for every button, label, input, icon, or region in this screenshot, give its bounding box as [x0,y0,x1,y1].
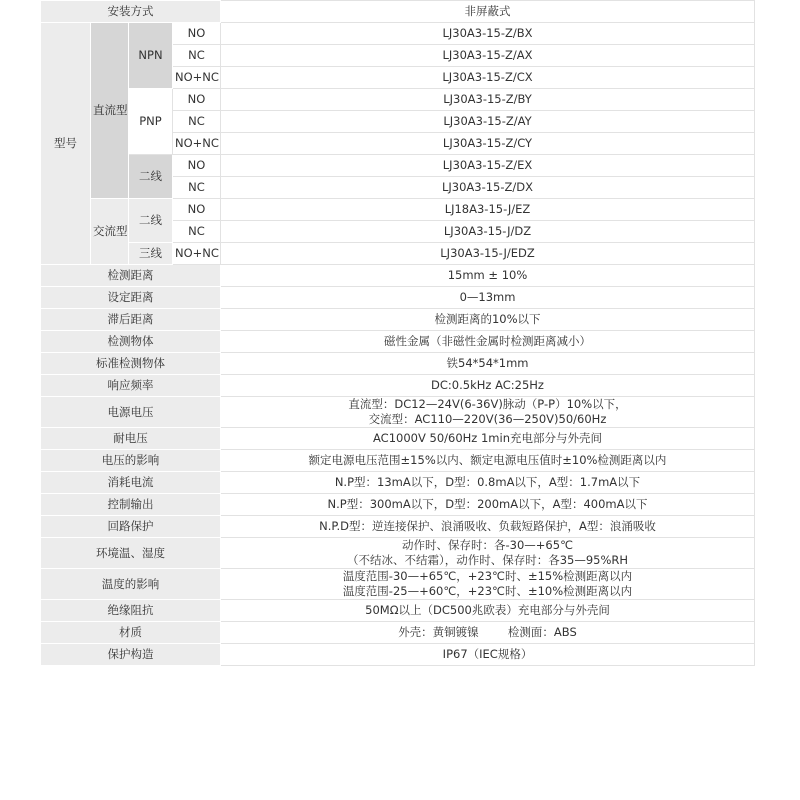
table-row [41,265,755,287]
ac-three-wire-label: 三线 [129,243,173,265]
table-row [41,516,755,538]
model-code: LJ30A3-15-Z/BX [221,23,755,45]
spec-value: IP67（IEC规格） [221,644,755,666]
spec-table [40,0,754,666]
output-type: NO [173,199,221,221]
table-row [41,494,755,516]
spec-value: 铁54*54*1mm [221,353,755,375]
spec-label: 环境温、湿度 [41,538,221,569]
output-type: NO [173,89,221,111]
output-type: NO [173,155,221,177]
spec-label: 材质 [41,622,221,644]
output-type: NC [173,111,221,133]
table-row [41,472,755,494]
spec-label: 保护构造 [41,644,221,666]
spec-label: 耐电压 [41,428,221,450]
model-code: LJ30A3-15-Z/AX [221,45,755,67]
model-code: LJ30A3-15-Z/CX [221,67,755,89]
model-code: LJ30A3-15-Z/AY [221,111,755,133]
spec-value-line: 动作时、保存时：各-30—+65℃ [402,538,573,552]
npn-label: NPN [129,23,173,89]
output-type: NO+NC [173,133,221,155]
spec-label: 温度的影响 [41,569,221,600]
spec-value: 磁性金属（非磁性金属时检测距离减小） [221,331,755,353]
table-row [41,23,755,45]
spec-label: 检测物体 [41,331,221,353]
mounting-value: 非屏蔽式 [221,1,755,23]
spec-value: N.P型：13mA以下，D型：0.8mA以下，A型：1.7mA以下 [221,472,755,494]
model-code: LJ30A3-15-Z/EX [221,155,755,177]
pnp-label: PNP [129,89,173,155]
output-type: NC [173,177,221,199]
table-row [41,1,755,23]
model-code: LJ30A3-15-Z/BY [221,89,755,111]
spec-label: 电源电压 [41,397,221,428]
spec-value: N.P.D型：逆连接保护、浪涌吸收、负载短路保护，A型：浪涌吸收 [221,516,755,538]
spec-value-line: 温度范围-30—+65℃，+23℃时、±15%检测距离以内 [342,569,633,583]
output-type: NC [173,45,221,67]
table-row [41,309,755,331]
table-row [41,428,755,450]
spec-value: AC1000V 50/60Hz 1min充电部分与外壳间 [221,428,755,450]
model-code: LJ30A3-15-J/EDZ [221,243,755,265]
spec-label: 响应频率 [41,375,221,397]
table-row [41,375,755,397]
spec-value: 15mm ± 10% [221,265,755,287]
table-row [41,397,755,428]
table-row [41,199,755,221]
spec-table-grid [40,0,755,666]
table-row [41,569,755,600]
spec-value-line: 温度范围-25—+60℃，+23℃时、±10%检测距离以内 [342,584,633,598]
spec-label: 检测距离 [41,265,221,287]
model-code: LJ30A3-15-Z/CY [221,133,755,155]
spec-label: 消耗电流 [41,472,221,494]
model-code: LJ30A3-15-J/DZ [221,221,755,243]
table-row [41,600,755,622]
spec-value: 额定电源电压范围±15%以内、额定电源电压值时±10%检测距离以内 [221,450,755,472]
spec-value-line: （不结冰、不结霜），动作时、保存时：各35—95%RH [346,553,629,567]
model-code: LJ18A3-15-J/EZ [221,199,755,221]
spec-label: 滞后距离 [41,309,221,331]
spec-value: 外壳：黄铜镀镍 检测面：ABS [221,622,755,644]
spec-value [221,569,755,600]
table-row [41,353,755,375]
output-type: NO+NC [173,243,221,265]
spec-value: 50MΩ以上（DC500兆欧表）充电部分与外壳间 [221,600,755,622]
table-row [41,243,755,265]
table-row [41,538,755,569]
output-type: NO+NC [173,67,221,89]
dc-two-wire-label: 二线 [129,155,173,199]
table-row [41,622,755,644]
ac-type-label: 交流型 [91,199,129,265]
spec-value-line: 直流型：DC12—24V(6-36V)脉动（P-P）10%以下， [348,397,627,411]
spec-label: 设定距离 [41,287,221,309]
spec-label: 回路保护 [41,516,221,538]
table-row [41,331,755,353]
spec-label: 控制输出 [41,494,221,516]
table-row [41,287,755,309]
spec-value-line: 交流型：AC110—220V(36—250V)50/60Hz [368,412,607,426]
table-row [41,450,755,472]
output-type: NO [173,23,221,45]
spec-value: 检测距离的10%以下 [221,309,755,331]
spec-label: 绝缘阻抗 [41,600,221,622]
spec-value: DC:0.5kHz AC:25Hz [221,375,755,397]
spec-value: 0—13mm [221,287,755,309]
spec-value [221,538,755,569]
spec-value: N.P型：300mA以下，D型：200mA以下，A型：400mA以下 [221,494,755,516]
spec-label: 标准检测物体 [41,353,221,375]
ac-two-wire-label: 二线 [129,199,173,243]
output-type: NC [173,221,221,243]
mounting-label: 安装方式 [41,1,221,23]
table-row [41,155,755,177]
model-label: 型号 [41,23,91,265]
spec-value [221,397,755,428]
model-code: LJ30A3-15-Z/DX [221,177,755,199]
table-row [41,644,755,666]
dc-type-label: 直流型 [91,23,129,199]
table-row [41,89,755,111]
spec-label: 电压的影响 [41,450,221,472]
